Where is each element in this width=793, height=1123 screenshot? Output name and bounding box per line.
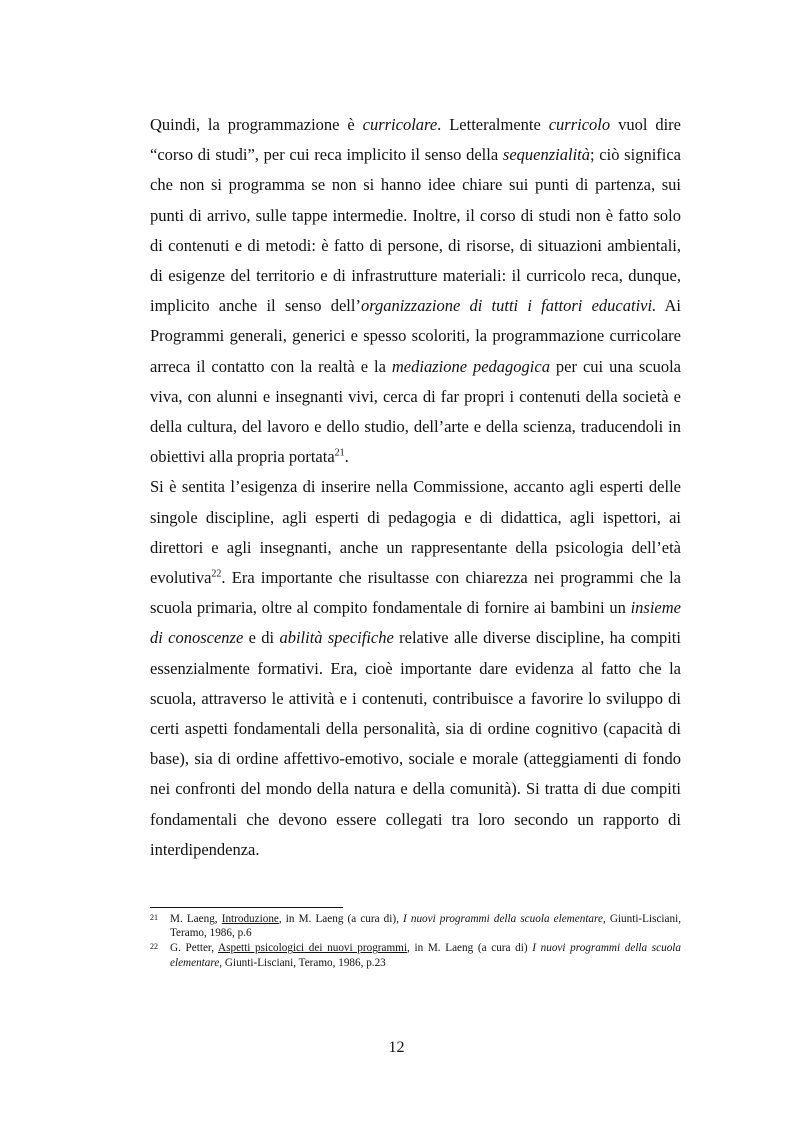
text-run: vuol dire “corso di studi”, per cui reca implicito il senso della — [150, 115, 681, 165]
footnote-text — [170, 941, 681, 969]
text-run: , in M. Laeng (a cura di), — [278, 913, 404, 925]
cited-title: Introduzione — [221, 913, 279, 925]
italic-term: curricolo — [548, 115, 611, 134]
page-number: 12 — [388, 1039, 405, 1056]
text-run: G. Petter, — [170, 942, 219, 955]
text-run: . — [344, 447, 349, 467]
paragraph-2 — [150, 472, 681, 865]
italic-term: organizzazione di tutti i fattori educativi. — [360, 296, 657, 316]
text-run: , Giunti-Lisciani, Teramo, 1986, p.6 — [170, 913, 681, 940]
paragraph-1 — [150, 110, 681, 472]
text-run: Ai Programmi generali, generici e spesso scoloriti, la programmazione curricolare arreca il contatto con la realtà e la — [150, 296, 682, 376]
footnote-number: 21 — [150, 913, 158, 922]
italic-term: sequenzialità — [502, 145, 590, 165]
text-run: Si è sentita l’esigenza di inserire nella Commissione, accanto agli esperti delle singole discipline, agli esperti di pedagogia e di didattica, agli ispettori, ai direttori e agli insegnanti, anche un rappresentante della psicologia dell’età evolutiva — [150, 477, 681, 588]
footnote-text — [170, 912, 681, 940]
italic-term: curricolare — [362, 115, 438, 134]
italic-term: mediazione pedagogica — [391, 356, 550, 376]
text-run: relative alle diverse discipline, ha compiti essenzialmente formativi. Era, cioè importante dare evidenza al fatto che la scuola, attraverso le attività e i contenuti, contribuisce a favorire lo sviluppo di certi aspetti fondamentali della personalità, sia di ordine cognitivo (capacità di base), sia di ordine affettivo-emotivo, sociale e morale (atteggiamenti di fondo nei confronti del mondo della natura e della comunità). Si tratta di due compiti fondamentali che devono essere collegati tra loro secondo un rapporto di interdipendenza. — [150, 628, 681, 859]
text-run: ; ciò significa che non si programma se non si hanno idee chiare sui punti di partenza, sui punti di arrivo, sulle tappe intermedie. Inoltre, il corso di studi non è fatto solo di contenuti e di metodi: è fatto di persone, di risorse, di situazioni ambientali, di esigenze del territorio e di infrastrutture materiali: il curricolo reca, dunque, implicito anche il senso dell’ — [150, 145, 682, 316]
cited-title: Aspetti psicologici dei nuovi programmi — [218, 942, 407, 955]
text-run: per cui una scuola viva, con alunni e insegnanti vivi, cerca di far propri i contenuti della società e della cultura, del lavoro e dello studio, dell’arte e della scienza, traducendoli in obiettivi alla propria portata — [150, 356, 682, 467]
footnotes — [150, 912, 681, 971]
book-title: I nuovi programmi della scuola elementare — [170, 942, 682, 969]
book-title: I nuovi programmi della scuola elementare — [403, 913, 603, 925]
body-text — [150, 110, 681, 865]
footnote-ref-22[interactable]: 22 — [211, 568, 222, 580]
text-run: , Giunti-Lisciani, Teramo, 1986, p.23 — [219, 956, 386, 969]
footnote-21 — [150, 912, 681, 940]
text-run: , in M. Laeng (a cura di) — [407, 942, 533, 955]
footnote-ref-21[interactable]: 21 — [334, 447, 345, 459]
text-run: . Era importante che risultasse con chiarezza nei programmi che la scuola primaria, oltre al compito fondamentale di fornire ai bambini un — [150, 568, 681, 618]
footnote-22 — [150, 941, 681, 969]
text-run: e di — [243, 628, 280, 648]
text-run: . Letteralmente — [437, 115, 549, 134]
footnote-number: 22 — [150, 942, 158, 952]
text-run: Quindi, la programmazione è — [150, 115, 363, 134]
text-run: M. Laeng, — [170, 913, 222, 925]
footnote-separator — [150, 907, 343, 908]
italic-term: abilità specifiche — [279, 628, 394, 648]
italic-term: insieme di conoscenze — [150, 598, 681, 648]
